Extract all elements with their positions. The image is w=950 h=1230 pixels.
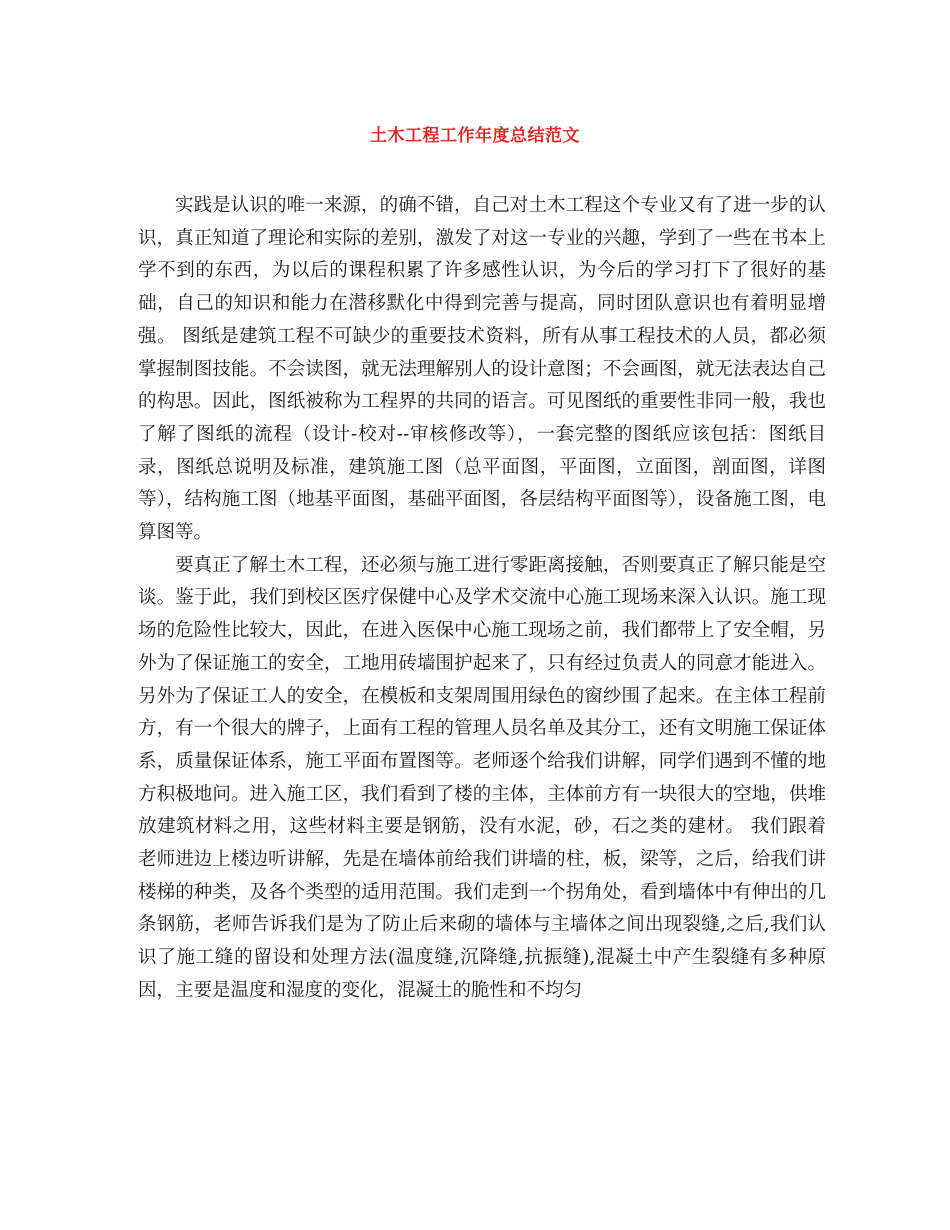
paragraph-2: 要真正了解土木工程，还必须与施工进行零距离接触，否则要真正了解只能是空谈。鉴于此，我们到校区医疗保健中心及学术交流中心施工现场来深入认识。施工现场的危险性比较大，因此，在进入医保中心施工现场之前，我们都带上了安全帽，另外为了保证施工的安全，工地用砖墙围护起来了，只有经过负责人的同意才能进入。另外为了保证工人的安全，在模板和支架周围用绿色的窗纱围了起来。在主体工程前方，有一个很大的牌子，上面有工程的管理人员名单及其分工，还有文明施工保证体系，质量保证体系，施工平面布置图等。老师逐个给我们讲解，同学们遇到不懂的地方积极地问。进入施工区，我们看到了楼的主体，主体前方有一块很大的空地，供堆放建筑材料之用，这些材料主要是钢筋，没有水泥，砂，石之类的建材。 我们跟着老师进边上楼边听讲解，先是在墙体前给我们讲墙的柱，板，梁等，之后，给我们讲楼梯的种类，及各个类型的适用范围。我们走到一个拐角处，看到墙体中有伸出的几条钢筋，老师告诉我们是为了防止后来砌的墙体与主墙体之间出现裂缝,之后,我们认识了施工缝的留设和处理方法(温度缝,沉降缝,抗振缝),混凝土中产生裂缝有多种原因，主要是温度和湿度的变化，混凝土的脆性和不均匀 [138, 554, 826, 1001]
document-title: 土木工程工作年度总结范文 [370, 126, 580, 146]
document-body [138, 190, 826, 1008]
paragraph-1: 实践是认识的唯一来源，的确不错，自己对土木工程这个专业又有了进一步的认识，真正知道了理论和实际的差别，激发了对这一专业的兴趣，学到了一些在书本上学不到的东西，为以后的课程积累了许多感性认识，为今后的学习打下了很好的基础，自己的知识和能力在潜移默化中得到完善与提高，同时团队意识也有着明显增强。 图纸是建筑工程不可缺少的重要技术资料，所有从事工程技术的人员，都必须掌握制图技能。不会读图，就无法理解别人的设计意图；不会画图，就无法表达自己的构思。因此，图纸被称为工程界的共同的语言。可见图纸的重要性非同一般，我也了解了图纸的流程（设计-校对--审核修改等），一套完整的图纸应该包括：图纸目录，图纸总说明及标准，建筑施工图（总平面图，平面图，立面图，剖面图，详图等），结构施工图（地基平面图，基础平面图，各层结构平面图等），设备施工图，电算图等。 [138, 195, 826, 544]
